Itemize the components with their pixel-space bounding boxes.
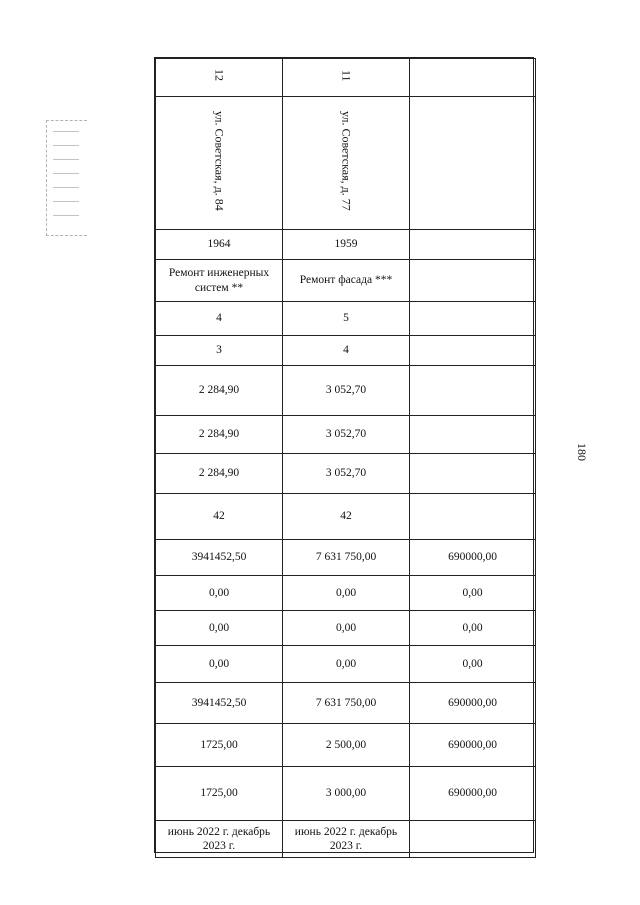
table-row <box>156 416 536 454</box>
table-cell <box>410 454 536 494</box>
table-cell: 42 <box>156 494 283 540</box>
table-cell: 1725,00 <box>156 724 283 767</box>
table-row <box>156 724 536 767</box>
table-cell: 0,00 <box>410 646 536 683</box>
table-cell: 3 052,70 <box>283 454 410 494</box>
table-cell: 0,00 <box>410 611 536 646</box>
table-cell <box>410 97 536 230</box>
table-row <box>156 611 536 646</box>
table-cell: 3 052,70 <box>283 416 410 454</box>
table-cell: июнь 2022 г. декабрь 2023 г. <box>156 821 283 858</box>
table-cell <box>410 494 536 540</box>
table-cell <box>410 59 536 97</box>
table-cell <box>283 97 410 230</box>
table-cell: 0,00 <box>283 576 410 611</box>
table-cell: 2 284,90 <box>156 416 283 454</box>
table-row <box>156 767 536 821</box>
table-cell: 690000,00 <box>410 724 536 767</box>
table-row <box>156 683 536 724</box>
table-cell: 4 <box>283 336 410 366</box>
table-row <box>156 260 536 302</box>
table-cell: 690000,00 <box>410 767 536 821</box>
table-cell: 3941452,50 <box>156 683 283 724</box>
table-cell <box>283 59 410 97</box>
table-cell: 4 <box>156 302 283 336</box>
table-cell: 0,00 <box>156 646 283 683</box>
table-cell: 0,00 <box>283 611 410 646</box>
table-row <box>156 59 536 97</box>
page-number: 180 <box>575 443 590 461</box>
table-row <box>156 336 536 366</box>
table-cell: 3 <box>156 336 283 366</box>
table-row <box>156 454 536 494</box>
data-table-container <box>154 57 534 853</box>
table-cell: 0,00 <box>283 646 410 683</box>
table-cell <box>156 59 283 97</box>
table-cell: 42 <box>283 494 410 540</box>
table-cell: 1964 <box>156 230 283 260</box>
table-cell <box>410 302 536 336</box>
table-row <box>156 821 536 858</box>
table-row <box>156 366 536 416</box>
table-row <box>156 540 536 576</box>
rotated-cell-text: 12 <box>212 69 227 82</box>
margin-stamp <box>46 120 87 236</box>
table-row <box>156 230 536 260</box>
table-cell: 0,00 <box>156 576 283 611</box>
rotated-cell-text: ул. Советская, д. 77 <box>339 110 354 211</box>
table-row <box>156 97 536 230</box>
table-row <box>156 302 536 336</box>
table-cell <box>156 97 283 230</box>
table-cell: 1725,00 <box>156 767 283 821</box>
table-cell: 3941452,50 <box>156 540 283 576</box>
table-cell: июнь 2022 г. декабрь 2023 г. <box>283 821 410 858</box>
table-row <box>156 646 536 683</box>
table-cell <box>410 366 536 416</box>
table-cell <box>410 821 536 858</box>
data-table <box>155 58 536 858</box>
rotated-cell-text: 11 <box>339 69 354 82</box>
table-cell: 690000,00 <box>410 540 536 576</box>
table-cell: Ремонт фасада *** <box>283 260 410 302</box>
rotated-cell-text: ул. Советская, д. 84 <box>212 110 227 211</box>
table-cell: Ремонт инженерных систем ** <box>156 260 283 302</box>
table-cell: 0,00 <box>156 611 283 646</box>
table-cell <box>410 416 536 454</box>
table-cell <box>410 260 536 302</box>
table-cell: 3 000,00 <box>283 767 410 821</box>
table-cell <box>410 230 536 260</box>
table-cell: 3 052,70 <box>283 366 410 416</box>
table-cell: 7 631 750,00 <box>283 683 410 724</box>
table-cell: 7 631 750,00 <box>283 540 410 576</box>
table-cell: 690000,00 <box>410 683 536 724</box>
table-cell: 1959 <box>283 230 410 260</box>
table-cell <box>410 336 536 366</box>
table-row <box>156 576 536 611</box>
table-cell: 2 284,90 <box>156 454 283 494</box>
table-cell: 5 <box>283 302 410 336</box>
table-cell: 2 500,00 <box>283 724 410 767</box>
table-row <box>156 494 536 540</box>
table-cell: 0,00 <box>410 576 536 611</box>
table-cell: 2 284,90 <box>156 366 283 416</box>
